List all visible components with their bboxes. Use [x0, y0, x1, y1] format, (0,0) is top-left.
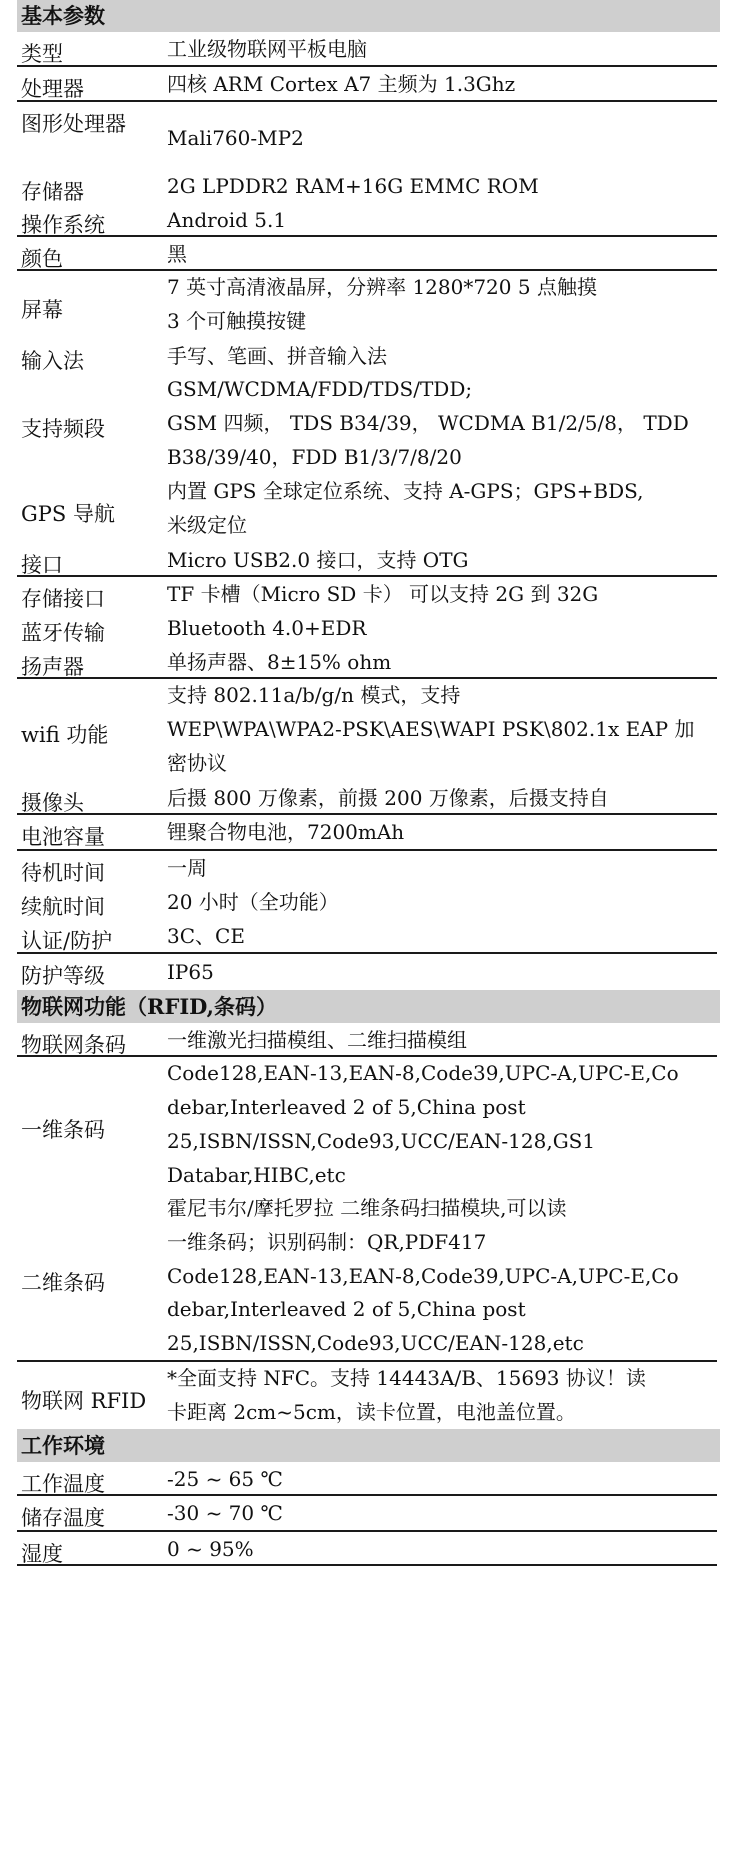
spec-row [17, 954, 717, 990]
spec-row [17, 885, 717, 919]
spec-value-line: GSM 四频， TDS B34/39， WCDMA B1/2/5/8， TDD [167, 411, 689, 435]
spec-row [17, 1496, 717, 1532]
spec-value-line: IP65 [167, 960, 214, 984]
spec-value-line: 0 ~ 95% [167, 1537, 254, 1561]
spec-row [17, 203, 717, 237]
spec-label: 储存温度 [21, 1506, 105, 1530]
section-heading: 基本参数 [17, 0, 720, 32]
spec-value-line: Code128,EAN-13,EAN-8,Code39,UPC-A,UPC-E,Co [167, 1263, 679, 1288]
spec-row [17, 919, 717, 954]
spec-value-line: 一维条码；识别码制：QR,PDF417 [167, 1229, 487, 1254]
spec-value [167, 1192, 742, 1361]
spec-value-line: 3C、CE [167, 924, 245, 948]
spec-value [167, 1530, 742, 1569]
spec-row [17, 170, 717, 203]
spec-value [167, 235, 742, 274]
spec-value [167, 643, 742, 682]
spec-value-line: 霍尼韦尔/摩托罗拉 二维条码扫描模块,可以读 [167, 1196, 567, 1220]
spec-label: 颜色 [21, 247, 63, 271]
spec-value [167, 30, 742, 69]
spec-label: 工作温度 [21, 1472, 105, 1496]
spec-value-line: debar,Interleaved 2 of 5,China post [167, 1297, 526, 1322]
spec-label: 二维条码 [21, 1271, 105, 1295]
spec-label: 湿度 [21, 1542, 63, 1566]
spec-value-line: Mali760-MP2 [167, 126, 304, 150]
spec-value-line: 25,ISBN/ISSN,Code93,UCC/EAN-128,etc [167, 1331, 584, 1356]
spec-value-line: 黑 [167, 242, 187, 266]
spec-row [17, 815, 717, 851]
spec-row [17, 1462, 717, 1496]
spec-row [17, 611, 717, 645]
spec-label: 存储接口 [21, 587, 105, 611]
spec-label: 存储器 [21, 180, 84, 204]
spec-value-line: 2G LPDDR2 RAM+16G EMMC ROM [167, 174, 539, 198]
spec-value [167, 1494, 742, 1533]
spec-label: 支持频段 [21, 417, 105, 441]
spec-label: 续航时间 [21, 895, 105, 919]
spec-value [167, 474, 742, 542]
spec-value-line: Code128,EAN-13,EAN-8,Code39,UPC-A,UPC-E,Co [167, 1061, 679, 1085]
spec-value-line: 密协议 [167, 751, 227, 775]
spec-value-line: Bluetooth 4.0+EDR [167, 616, 367, 640]
spec-value-line: 单扬声器、8±15% ohm [167, 650, 392, 674]
spec-label: 认证/防护 [21, 929, 113, 953]
spec-value [167, 1362, 742, 1429]
spec-label: 电池容量 [21, 825, 105, 849]
spec-label: 物联网 RFID [21, 1389, 147, 1413]
spec-row [17, 339, 717, 373]
spec-label: 扬声器 [21, 655, 84, 679]
spec-value-line: Android 5.1 [167, 208, 287, 232]
spec-value-line: 20 小时（全功能） [167, 890, 339, 914]
spec-row [17, 851, 717, 885]
spec-label: 操作系统 [21, 213, 105, 237]
spec-label: 一维条码 [21, 1118, 105, 1142]
spec-label: 物联网条码 [21, 1033, 126, 1057]
spec-row [17, 67, 717, 102]
spec-value [167, 1056, 742, 1192]
spec-value-line: 支持 802.11a/b/g/n 模式，支持 [167, 683, 461, 707]
spec-row [17, 1362, 717, 1429]
spec-row [17, 1057, 717, 1193]
spec-label: 处理器 [21, 77, 84, 101]
spec-value-line: 3 个可触摸按键 [167, 309, 307, 333]
spec-value-line: Micro USB2.0 接口，支持 OTG [167, 548, 469, 572]
spec-label: 蓝牙传输 [21, 621, 105, 645]
spec-value-line: 后摄 800 万像素，前摄 200 万像素，后摄支持自 [167, 786, 609, 810]
spec-row [17, 679, 717, 781]
spec-value-line: 手写、笔画、拼音输入法 [167, 344, 387, 368]
spec-label: 类型 [21, 42, 63, 66]
spec-value-line: 锂聚合物电池，7200mAh [167, 820, 405, 844]
spec-value-line: -25 ~ 65 ℃ [167, 1467, 283, 1491]
spec-label: 摄像头 [21, 791, 84, 815]
spec-value [167, 813, 742, 852]
spec-row [17, 32, 717, 67]
spec-value-line: 工业级物联网平板电脑 [167, 37, 367, 61]
spec-value [167, 917, 742, 956]
spec-row [17, 645, 717, 679]
spec-value-line: WEP\WPA\WPA2-PSK\AES\WAPI PSK\802.1x EAP 加 [167, 717, 695, 741]
spec-value-line: 内置 GPS 全球定位系统、支持 A-GPS；GPS+BDS, [167, 479, 644, 503]
spec-value-line: 米级定位 [167, 513, 247, 537]
spec-value [167, 337, 742, 376]
spec-row [17, 1193, 717, 1362]
spec-value-line: *全面支持 NFC。支持 14443A/B、15693 协议！读 [167, 1366, 646, 1390]
spec-label: wifi 功能 [21, 723, 109, 747]
spec-value-line: Databar,HIBC,etc [167, 1163, 346, 1187]
section-heading: 工作环境 [17, 1429, 720, 1462]
spec-row [17, 102, 717, 170]
spec-value-line: 一维激光扫描模组、二维扫描模组 [167, 1028, 467, 1052]
spec-value [167, 678, 742, 780]
spec-label: 待机时间 [21, 861, 105, 885]
spec-label: 图形处理器 [21, 112, 126, 136]
spec-label: 接口 [21, 553, 63, 577]
spec-label: 防护等级 [21, 964, 105, 988]
spec-value [167, 953, 742, 992]
spec-row [17, 1023, 717, 1057]
spec-value [167, 1021, 742, 1060]
spec-value [167, 65, 742, 104]
spec-row [17, 271, 717, 339]
spec-row [17, 781, 717, 815]
spec-value [167, 270, 742, 338]
spec-value-line: 25,ISBN/ISSN,Code93,UCC/EAN-128,GS1 [167, 1129, 596, 1153]
spec-row [17, 373, 717, 475]
spec-row [17, 237, 717, 271]
spec-value-line: -30 ~ 70 ℃ [167, 1501, 283, 1525]
spec-value-line: 四核 ARM Cortex A7 主频为 1.3Ghz [167, 72, 516, 96]
spec-row [17, 475, 717, 543]
spec-value-line: debar,Interleaved 2 of 5,China post [167, 1095, 526, 1119]
spec-value-line: 卡距离 2cm~5cm，读卡位置，电池盖位置。 [167, 1399, 576, 1424]
spec-value-line: 一周 [167, 856, 207, 880]
section-heading: 物联网功能（RFID,条码） [17, 990, 720, 1023]
spec-row [17, 577, 717, 611]
spec-label: 屏幕 [21, 298, 63, 322]
spec-value [167, 372, 742, 474]
spec-value-line: GSM/WCDMA/FDD/TDS/TDD; [167, 377, 473, 401]
spec-row [17, 543, 717, 577]
spec-label: 输入法 [21, 349, 84, 373]
spec-label: GPS 导航 [21, 502, 115, 526]
spec-value-line: 7 英寸高清液晶屏，分辨率 1280*720 5 点触摸 [167, 275, 597, 299]
spec-value [167, 119, 742, 158]
spec-row [17, 1532, 717, 1566]
spec-value-line: TF 卡槽（Micro SD 卡） 可以支持 2G 到 32G [167, 582, 599, 606]
spec-value-line: B38/39/40，FDD B1/3/7/8/20 [167, 445, 462, 469]
